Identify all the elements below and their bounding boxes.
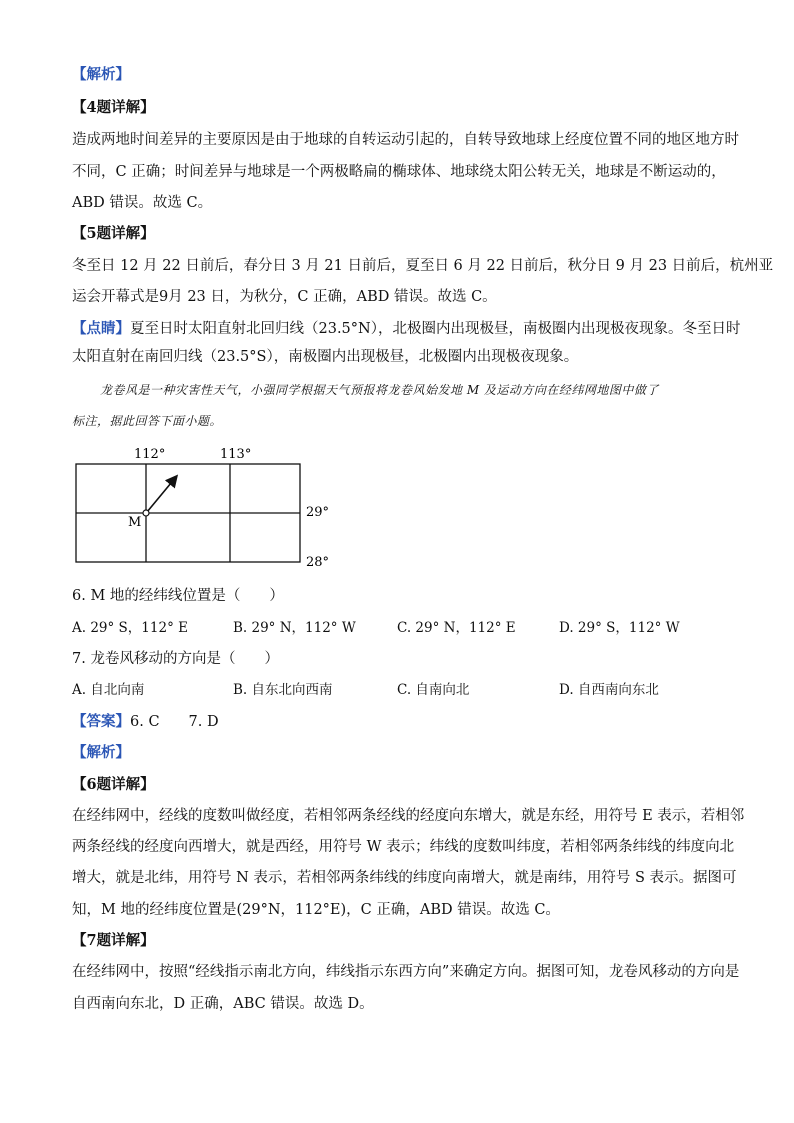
question-intro: 标注，据此回答下面小题。 [72,414,223,428]
point-m-label: M [128,515,142,530]
q4-text-line: 造成两地时间差异的主要原因是由于地球的自转运动引起的，自转导致地球上经度位置不同的地区地方时 [72,132,739,148]
q4-text-line: 不同，C 正确；时间差异与地球是一个两极略扁的椭球体、地球绕太阳公转无关，地球是不断运动的， [72,164,726,180]
analysis-heading: 【解析】 [72,66,130,83]
key-point-text-line: 太阳直射在南回归线（23.5°S），南极圈内出现极昼，北极圈内出现极夜现象。 [72,349,579,365]
q7-text-line: 在经纬网中，按照“经线指示南北方向，纬线指示东西方向”来确定方向。据图可知，龙卷风移动的方向是 [72,964,740,980]
q6-option-a[interactable]: A. 29° S，112° E [72,620,188,636]
analysis-heading-2: 【解析】 [72,744,130,761]
q6-option-c[interactable]: C. 29° N，112° E [397,620,516,636]
q7-detail-heading: 【7题详解】 [72,932,155,949]
answer-tag: 【答案】 [72,713,130,730]
point-m [143,510,149,516]
q7-option-a[interactable]: A. 自北向南 [72,682,145,698]
q6-text-line: 在经纬网中，经线的度数叫做经度，若相邻两条经线的经度向东增大，就是东经，用符号 E 表示，若相邻 [72,808,745,824]
lat-lon-grid-map [70,440,340,575]
key-point-line [72,319,740,339]
key-point-text: 夏至日时太阳直射北回归线（23.5°N），北极圈内出现极昼，南极圈内出现极夜现象。冬至日时 [130,321,741,337]
q6-text-line: 知，M 地的经纬度位置是(29°N，112°E)，C 正确，ABD 错误。故选 C。 [72,902,560,918]
answer-line [72,712,219,732]
q7-stem: 7. 龙卷风移动的方向是（ ） [72,651,279,667]
q4-detail-heading: 【4题详解】 [72,99,155,116]
q6-option-b[interactable]: B. 29° N，112° W [233,620,356,636]
q6-text-line: 两条经线的经度向西增大，就是西经，用符号 W 表示；纬线的度数叫纬度，若相邻两条纬线的纬度向北 [72,839,735,855]
q7-option-b[interactable]: B. 自东北向西南 [233,682,333,698]
q6-detail-heading: 【6题详解】 [72,776,155,793]
lat-label-29: 29° [306,505,330,520]
lon-label-113: 113° [220,447,252,462]
q6-stem: 6. M 地的经纬线位置是（ ） [72,588,284,604]
q5-text-line: 冬至日 12 月 22 日前后，春分日 3 月 21 日前后，夏至日 6 月 22 日前后，秋分日 9 月 23 日前后，杭州亚 [72,258,774,274]
lon-label-112: 112° [134,447,166,462]
q7-option-c[interactable]: C. 自南向北 [397,682,470,698]
key-point-tag: 【点睛】 [72,320,130,337]
q7-option-d[interactable]: D. 自西南向东北 [559,682,659,698]
lat-label-28: 28° [306,555,330,570]
movement-arrow [147,477,176,512]
q5-text-line: 运会开幕式是9月 23 日，为秋分，C 正确，ABD 错误。故选 C。 [72,289,497,305]
answer-text: 6. C 7. D [130,714,219,730]
q7-text-line: 自西南向东北，D 正确，ABC 错误。故选 D。 [72,996,374,1012]
q4-text-line: ABD 错误。故选 C。 [72,195,213,211]
question-intro: 龙卷风是一种灾害性天气，小强同学根据天气预报将龙卷风始发地 M 及运动方向在经纬网地图中做了 [100,383,659,397]
q6-option-d[interactable]: D. 29° S，112° W [559,620,680,636]
q5-detail-heading: 【5题详解】 [72,225,155,242]
q6-text-line: 增大，就是北纬，用符号 N 表示，若相邻两条纬线的纬度向南增大，就是南纬，用符号 S 表示。据图可 [72,870,737,886]
